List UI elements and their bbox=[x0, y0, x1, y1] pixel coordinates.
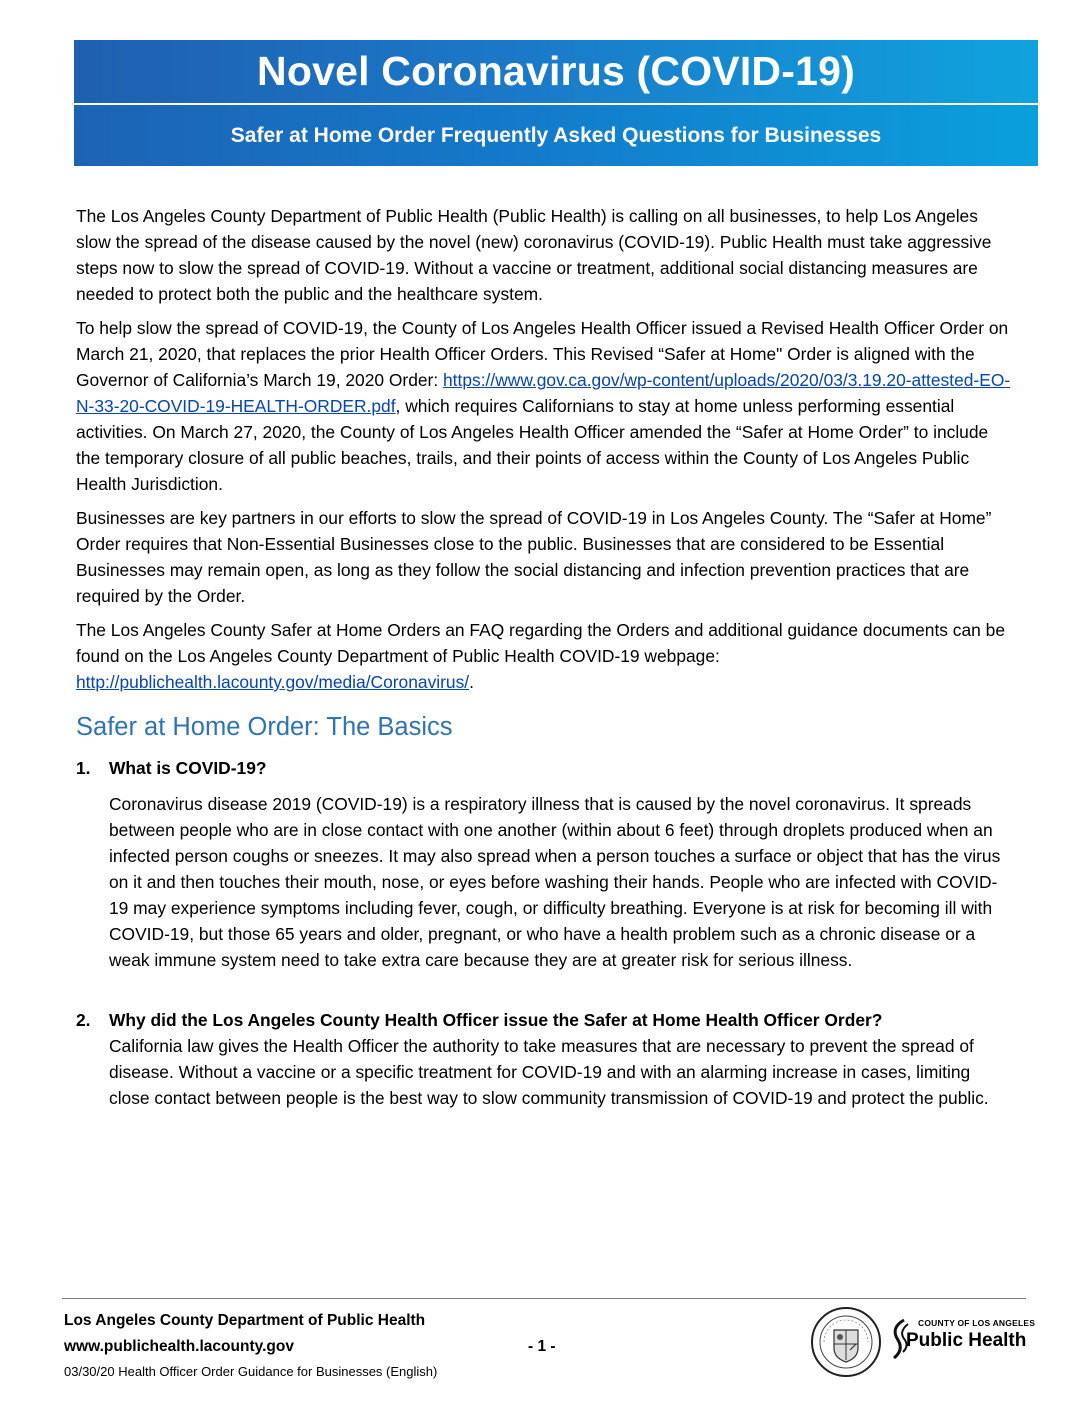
faq-item bbox=[76, 1007, 1016, 1111]
document-body bbox=[76, 203, 1016, 1111]
faq-answer: California law gives the Health Officer the authority to take measures that are necessary to prevent the spread of disease. Without a vaccine or a specific treatment for COVID-19 and with an alarming increase in cases, limiting close contact between people is the best way to slow community transmission of COVID-19 and protect the public. bbox=[109, 1036, 989, 1108]
faq-number: 2. bbox=[76, 1010, 91, 1030]
footer-website: www.publichealth.lacounty.gov bbox=[64, 1338, 294, 1355]
faq-answer: Coronavirus disease 2019 (COVID-19) is a respiratory illness that is caused by the novel coronavirus. It spreads between people who are in close contact with one another (within about 6 feet) through droplets produced when an infected person coughs or sneezes. It may also spread when a person touches a surface or object that has the virus on it and then touches their mouth, nose, or eyes before washing their hands. People who are infected with COVID-19 may experience symptoms including fever, cough, or difficulty breathing. Everyone is at risk for becoming ill with COVID-19, but those 65 years and older, pregnant, or who have a health problem such as a chronic disease or a weak immune system need to take extra care because they are at greater risk for serious illness. bbox=[109, 794, 1001, 970]
intro-paragraph-4-text: The Los Angeles County Safer at Home Orders an FAQ regarding the Orders and additional guidance documents can be found on the Los Angeles County Department of Public Health COVID-19 webpage: bbox=[76, 620, 1006, 666]
logo-county-text: COUNTY OF LOS ANGELES bbox=[918, 1318, 1036, 1328]
intro-paragraph-2-text: To help slow the spread of COVID-19, the County of Los Angeles Health Officer issued a Revised Health Officer Order on March 21, 2020, that replaces the prior Health Officer Orders. This Revised “Safer at Home" Order is aligned with the Governor of California’s March 19, 2020 Order: bbox=[76, 318, 1009, 390]
intro-paragraph-4 bbox=[76, 617, 1016, 695]
page-number: - 1 - bbox=[528, 1338, 556, 1355]
county-seal-icon bbox=[810, 1306, 882, 1378]
banner-title-bar bbox=[74, 40, 1038, 103]
faq-number: 1. bbox=[76, 758, 91, 778]
banner-subtitle-bar bbox=[74, 105, 1038, 166]
intro-paragraph-2-text-cont: , which requires Californians to stay at home unless performing essential activities. On March 27, 2020, the County of Los Angeles Health Officer amended the “Safer at Home Order” to include the temporary closure of all public beaches, trails, and their points of access within the County of Los Angeles Public Health Jurisdiction. bbox=[76, 396, 989, 494]
intro-paragraph-3: Businesses are key partners in our efforts to slow the spread of COVID-19 in Los Angeles County. The “Safer at Home” Order requires that Non-Essential Businesses close to the public. Businesses that are considered to be Essential Businesses may remain open, as long as they follow the social distancing and infection prevention practices that are required by the Order. bbox=[76, 508, 992, 606]
logo-public-health-text: Public Health bbox=[906, 1330, 1027, 1351]
intro-paragraph-4-period: . bbox=[469, 672, 474, 692]
faq-item bbox=[76, 755, 1016, 973]
document-subtitle: Safer at Home Order Frequently Asked Questions for Businesses bbox=[230, 123, 882, 147]
public-health-coronavirus-link[interactable]: http://publichealth.lacounty.gov/media/Coronavirus/ bbox=[76, 672, 470, 692]
intro-paragraph-1: The Los Angeles County Department of Public Health (Public Health) is calling on all businesses, to help Los Angeles slow the spread of the disease caused by the novel (new) coronavirus (COVID-19). Public Health must take aggressive steps now to slow the spread of COVID-19. Without a vaccine or treatment, additional social distancing measures are needed to protect both the public and the healthcare system. bbox=[76, 206, 992, 304]
intro-paragraph-2 bbox=[76, 315, 1016, 497]
faq-question: Why did the Los Angeles County Health Officer issue the Safer at Home Health Officer Order? bbox=[109, 1010, 883, 1030]
faq-question: What is COVID-19? bbox=[109, 758, 267, 778]
faq-body bbox=[109, 755, 1014, 973]
governor-order-link[interactable]: https://www.gov.ca.gov/wp-content/uploads/2020/03/3.19.20-attested-EO-N-33-20-COVID-19-HEALTH-ORDER.pdf bbox=[76, 370, 1011, 416]
footer-divider bbox=[62, 1298, 1026, 1299]
section-heading: Safer at Home Order: The Basics bbox=[76, 713, 453, 741]
document-title: Novel Coronavirus (COVID-19) bbox=[257, 48, 855, 94]
footer-organization: Los Angeles County Department of Public Health bbox=[64, 1312, 426, 1329]
header-banner bbox=[74, 40, 1038, 166]
faq-body bbox=[109, 1007, 1014, 1111]
footer-document-note: 03/30/20 Health Officer Order Guidance for Businesses (English) bbox=[64, 1364, 438, 1379]
